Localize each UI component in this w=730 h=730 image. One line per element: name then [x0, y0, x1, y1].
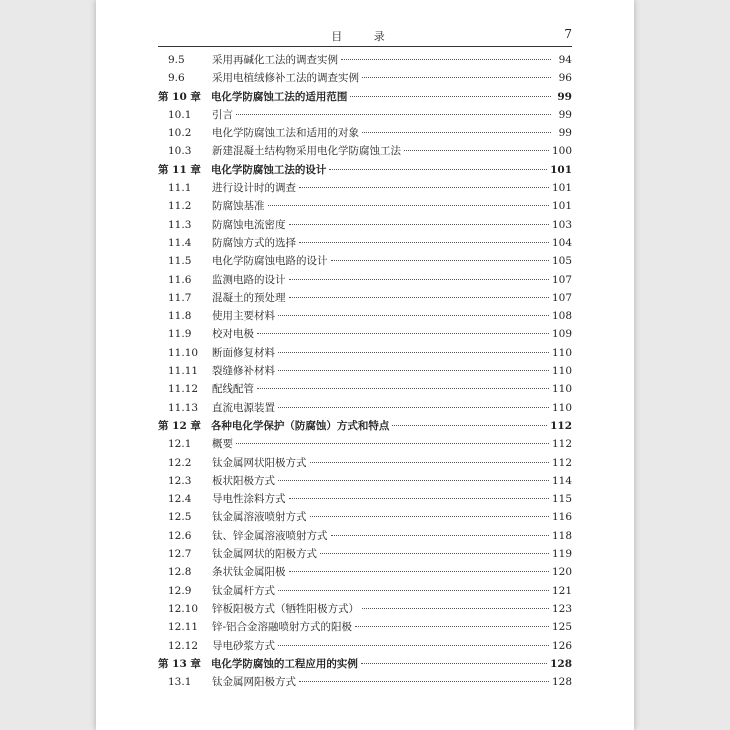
- toc-leader-dots: [236, 114, 551, 115]
- toc-leader-dots: [361, 663, 547, 664]
- toc-entry-title: 防腐蚀基准: [212, 200, 265, 213]
- toc-entry-number: 11.3: [168, 218, 192, 231]
- toc-leader-dots: [257, 333, 549, 334]
- toc-entry-title: 防腐蚀方式的选择: [212, 236, 296, 249]
- toc-section-row: [158, 509, 572, 527]
- toc-entry-title: 新建混凝土结构物采用电化学防腐蚀工法: [212, 145, 401, 158]
- toc-leader-dots: [289, 279, 549, 280]
- toc-entry-page: 112: [551, 438, 572, 451]
- toc-entry-title: 电化学防腐蚀工法的适用范围: [210, 90, 348, 103]
- toc-section-row: [158, 491, 572, 509]
- toc-section-row: [158, 436, 572, 454]
- toc-entry-number: 11.10: [168, 346, 199, 359]
- toc-entry-page: 112: [550, 419, 572, 432]
- toc-section-row: [158, 363, 572, 381]
- toc-entry-page: 110: [551, 401, 572, 414]
- toc-leader-dots: [257, 388, 549, 389]
- toc-entry-number: 12.3: [168, 474, 192, 487]
- toc-entry-title: 电化学防腐蚀电路的设计: [212, 255, 328, 268]
- toc-entry-page: 100: [551, 145, 572, 158]
- toc-section-row: [158, 528, 572, 546]
- toc-entry-number: 12.8: [168, 566, 192, 579]
- toc-section-row: [158, 52, 572, 70]
- toc-leader-dots: [331, 260, 549, 261]
- toc-entry-number: 第 13 章: [158, 657, 201, 670]
- toc-leader-dots: [392, 425, 547, 426]
- toc-section-row: [158, 381, 572, 399]
- toc-leader-dots: [404, 150, 549, 151]
- toc-entry-title: 采用电植绒修补工法的调查实例: [212, 72, 359, 85]
- toc-entry-number: 11.8: [168, 310, 192, 323]
- toc-section-row: [158, 180, 572, 198]
- toc-leader-dots: [362, 132, 551, 133]
- toc-entry-title: 进行设计时的调查: [212, 182, 296, 195]
- toc-leader-dots: [289, 571, 549, 572]
- toc-entry-page: 109: [551, 328, 572, 341]
- toc-entry-page: 103: [551, 218, 572, 231]
- toc-entry-title: 断面修复材料: [212, 346, 275, 359]
- toc-entry-number: 12.1: [168, 438, 192, 451]
- toc-entry-page: 110: [551, 365, 572, 378]
- toc-leader-dots: [278, 352, 549, 353]
- toc-entry-number: 第 12 章: [158, 419, 201, 432]
- toc-entry-title: 钛金属网状阳极方式: [212, 456, 307, 469]
- toc-entry-number: 11.1: [168, 182, 192, 195]
- page-header: [158, 24, 572, 47]
- toc-chapter-row: [158, 89, 572, 107]
- toc-entry-page: 128: [550, 657, 572, 670]
- toc-leader-dots: [362, 77, 551, 78]
- toc-section-row: [158, 619, 572, 637]
- toc-entry-page: 114: [551, 474, 572, 487]
- toc-section-row: [158, 564, 572, 582]
- toc-section-row: [158, 272, 572, 290]
- toc-entry-title: 钛金属网阳极方式: [212, 676, 296, 689]
- toc-entry-title: 监测电路的设计: [212, 273, 286, 286]
- toc-entry-page: 99: [558, 127, 572, 140]
- toc-entry-title: 配线配管: [212, 383, 254, 396]
- toc-entry-title: 导电性涂料方式: [212, 493, 286, 506]
- toc-entry-number: 9.6: [168, 72, 185, 85]
- toc-entry-page: 110: [551, 383, 572, 396]
- toc-section-row: [158, 125, 572, 143]
- toc-section-row: [158, 455, 572, 473]
- toc-entry-page: 125: [551, 621, 572, 634]
- toc-section-row: [158, 290, 572, 308]
- toc-entry-page: 110: [551, 346, 572, 359]
- toc-entry-title: 锌-铝合金溶融喷射方式的阳极: [212, 621, 353, 634]
- toc-entry-page: 120: [551, 566, 572, 579]
- toc-section-row: [158, 400, 572, 418]
- toc-leader-dots: [331, 535, 549, 536]
- toc-section-row: [158, 546, 572, 564]
- toc-entry-number: 12.6: [168, 529, 192, 542]
- toc-section-row: [158, 326, 572, 344]
- toc-entry-number: 第 10 章: [158, 90, 201, 103]
- toc-entry-page: 99: [558, 108, 572, 121]
- toc-entry-number: 10.2: [168, 127, 192, 140]
- toc-entry-title: 钛、锌金属溶液喷射方式: [212, 529, 328, 542]
- toc-leader-dots: [236, 443, 549, 444]
- toc-leader-dots: [289, 498, 549, 499]
- toc-entry-title: 校对电极: [212, 328, 254, 341]
- toc-section-row: [158, 601, 572, 619]
- toc-entry-page: 105: [551, 255, 572, 268]
- toc-entry-page: 118: [551, 529, 572, 542]
- toc-entry-number: 12.5: [168, 511, 192, 524]
- toc-entry-title: 使用主要材料: [212, 310, 275, 323]
- toc-entry-number: 11.2: [168, 200, 192, 213]
- toc-leader-dots: [310, 462, 549, 463]
- toc-chapter-row: [158, 418, 572, 436]
- toc-entry-title: 电化学防腐蚀的工程应用的实例: [210, 657, 358, 670]
- toc-entry-number: 第 11 章: [158, 163, 201, 176]
- toc-section-row: [158, 253, 572, 271]
- toc-entry-number: 11.11: [168, 365, 199, 378]
- toc-entry-number: 11.4: [168, 236, 192, 249]
- toc-entry-number: 12.7: [168, 548, 192, 561]
- toc-entry-number: 11.12: [168, 383, 199, 396]
- toc-entry-title: 钛金属网状的阳极方式: [212, 548, 317, 561]
- toc-entry-page: 112: [551, 456, 572, 469]
- book-page: [96, 0, 634, 730]
- toc-entry-number: 11.6: [168, 273, 192, 286]
- toc-leader-dots: [320, 553, 549, 554]
- toc-entry-number: 10.1: [168, 108, 192, 121]
- toc-entry-number: 11.13: [168, 401, 199, 414]
- toc-entry-title: 引言: [212, 108, 233, 121]
- toc-leader-dots: [355, 626, 549, 627]
- toc-section-row: [158, 674, 572, 692]
- toc-leader-dots: [289, 297, 549, 298]
- toc-leader-dots: [278, 315, 549, 316]
- toc-leader-dots: [299, 187, 549, 188]
- toc-leader-dots: [278, 645, 549, 646]
- toc-leader-dots: [299, 681, 549, 682]
- toc-entry-title: 板状阳极方式: [212, 474, 275, 487]
- toc-leader-dots: [350, 96, 551, 97]
- toc-entry-page: 94: [558, 54, 572, 66]
- toc-entry-page: 126: [551, 639, 572, 652]
- toc-section-row: [158, 107, 572, 125]
- toc-entry-number: 12.9: [168, 584, 192, 597]
- toc-leader-dots: [268, 205, 549, 206]
- toc-section-row: [158, 70, 572, 88]
- toc-leader-dots: [278, 407, 549, 408]
- toc-leader-dots: [362, 608, 549, 609]
- toc-section-row: [158, 143, 572, 161]
- toc-leader-dots: [310, 516, 549, 517]
- toc-entry-title: 概要: [212, 438, 233, 451]
- toc-entry-title: 各种电化学保护（防腐蚀）方式和特点: [210, 419, 390, 432]
- toc-entry-number: 11.9: [168, 328, 192, 341]
- toc-entry-title: 防腐蚀电流密度: [212, 218, 286, 231]
- toc-entry-title: 条状钛金属阳极: [212, 566, 286, 579]
- toc-entry-number: 10.3: [168, 145, 192, 158]
- toc-entry-number: 12.10: [168, 602, 199, 615]
- header-title: 目 录: [331, 30, 399, 43]
- toc-leader-dots: [278, 370, 549, 371]
- toc-entry-page: 108: [551, 310, 572, 323]
- toc-entry-number: 12.11: [168, 621, 199, 634]
- toc-entry-number: 11.5: [168, 255, 192, 268]
- toc-entry-page: 101: [551, 182, 572, 195]
- toc-entry-number: 11.7: [168, 291, 192, 304]
- toc-entry-page: 121: [551, 584, 572, 597]
- toc-entry-title: 钛金属杆方式: [212, 584, 275, 597]
- toc-entry-number: 9.5: [168, 54, 185, 66]
- toc-entry-page: 107: [551, 291, 572, 304]
- toc-leader-dots: [278, 480, 549, 481]
- toc-entry-page: 99: [557, 90, 572, 103]
- toc-entry-title: 电化学防腐蚀工法和适用的对象: [212, 127, 359, 140]
- toc-entry-title: 混凝土的预处理: [212, 291, 286, 304]
- toc-entry-number: 13.1: [168, 676, 192, 689]
- toc-section-row: [158, 638, 572, 656]
- header-page-number: 7: [564, 27, 572, 41]
- toc-leader-dots: [278, 590, 549, 591]
- toc-leader-dots: [329, 169, 547, 170]
- toc-section-row: [158, 345, 572, 363]
- toc-section-row: [158, 473, 572, 491]
- toc-leader-dots: [341, 59, 551, 60]
- toc-entry-number: 12.12: [168, 639, 199, 652]
- toc-entry-title: 电化学防腐蚀工法的设计: [210, 163, 327, 176]
- toc-entry-page: 116: [551, 511, 572, 524]
- toc-chapter-row: [158, 162, 572, 180]
- toc-entry-page: 128: [551, 676, 572, 689]
- toc-entry-title: 导电砂浆方式: [212, 639, 275, 652]
- toc-section-row: [158, 308, 572, 326]
- table-of-contents: [158, 52, 572, 692]
- toc-section-row: [158, 217, 572, 235]
- toc-entry-title: 采用再碱化工法的调查实例: [212, 54, 338, 66]
- toc-entry-title: 钛金属溶液喷射方式: [212, 511, 307, 524]
- toc-chapter-row: [158, 656, 572, 674]
- toc-entry-page: 101: [550, 163, 572, 176]
- toc-entry-number: 12.4: [168, 493, 192, 506]
- toc-entry-title: 裂缝修补材料: [212, 365, 275, 378]
- toc-section-row: [158, 583, 572, 601]
- toc-leader-dots: [299, 242, 549, 243]
- toc-entry-page: 101: [551, 200, 572, 213]
- toc-entry-page: 123: [551, 602, 572, 615]
- toc-leader-dots: [289, 224, 549, 225]
- toc-entry-page: 115: [551, 493, 572, 506]
- toc-entry-page: 104: [551, 236, 572, 249]
- toc-entry-page: 107: [551, 273, 572, 286]
- toc-section-row: [158, 198, 572, 216]
- toc-entry-page: 96: [558, 72, 572, 85]
- toc-entry-number: 12.2: [168, 456, 192, 469]
- toc-entry-page: 119: [551, 548, 572, 561]
- toc-entry-title: 锌板阳极方式（牺牲阳极方式）: [212, 602, 359, 615]
- toc-section-row: [158, 235, 572, 253]
- toc-entry-title: 直流电源装置: [212, 401, 275, 414]
